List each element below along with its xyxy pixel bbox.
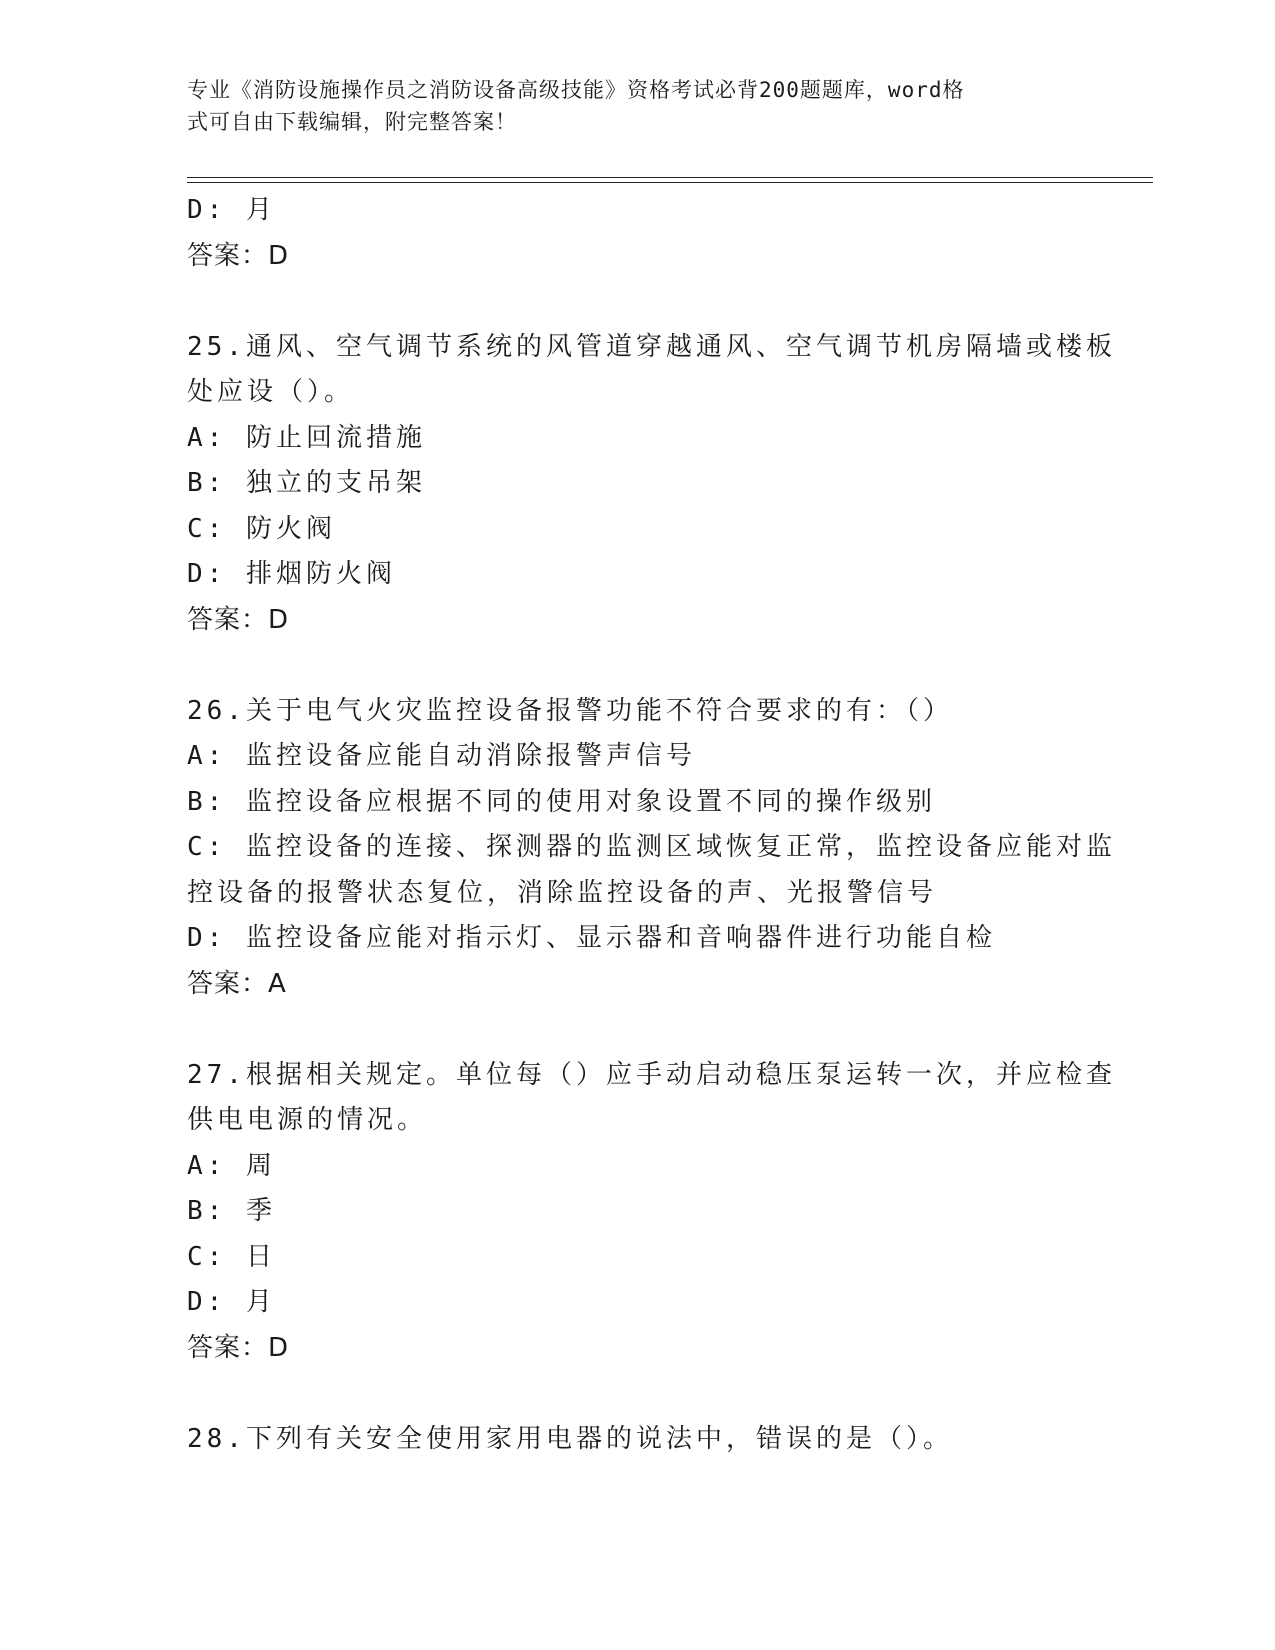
option-c: C: 监控设备的连接、探测器的监测区域恢复正常，监控设备应能对监 xyxy=(187,832,1116,862)
question-content xyxy=(187,188,1116,1462)
answer: 答案：A xyxy=(187,968,287,999)
option-d: D: 排烟防火阀 xyxy=(187,559,396,589)
header-line-1: 专业《消防设施操作员之消防设备高级技能》资格考试必背200题题库，word格 xyxy=(187,78,965,102)
option-a: A: 监控设备应能自动消除报警声信号 xyxy=(187,741,696,771)
answer: 答案：D xyxy=(187,1332,290,1363)
option-c: C: 防火阀 xyxy=(187,513,336,544)
spacer xyxy=(187,279,1087,325)
option-c: C: 日 xyxy=(187,1241,276,1272)
header-rule-bottom xyxy=(187,182,1153,183)
prev-option-d: D: 月 xyxy=(187,195,276,225)
question-25 xyxy=(187,325,1116,644)
header-line-2: 式可自由下载编辑，附完整答案！ xyxy=(187,110,517,134)
spacer xyxy=(187,643,1087,689)
prev-answer: 答案：D xyxy=(187,240,290,271)
answer: 答案：D xyxy=(187,604,290,635)
question-stem-line: 处应设（）。 xyxy=(187,377,355,407)
spacer xyxy=(187,1371,1087,1417)
question-28 xyxy=(187,1417,1087,1463)
option-d: D: 月 xyxy=(187,1287,276,1317)
option-b: B: 季 xyxy=(187,1196,276,1226)
question-stem-line: 28.下列有关安全使用家用电器的说法中，错误的是（）。 xyxy=(187,1423,953,1454)
option-a: A: 防止回流措施 xyxy=(187,422,426,453)
page-header xyxy=(187,74,1067,138)
question-stem-line: 供电电源的情况。 xyxy=(187,1105,428,1135)
question-26 xyxy=(187,689,1116,1008)
header-rule-top xyxy=(187,177,1153,178)
question-stem-line: 26.关于电气火灾监控设备报警功能不符合要求的有：（） xyxy=(187,695,953,726)
question-stem-line: 27.根据相关规定。单位每（）应手动启动稳压泵运转一次，并应检查 xyxy=(187,1059,1116,1090)
option-b: B: 独立的支吊架 xyxy=(187,468,426,498)
spacer xyxy=(187,1007,1087,1053)
question-27 xyxy=(187,1053,1116,1372)
option-b: B: 监控设备应根据不同的使用对象设置不同的操作级别 xyxy=(187,786,936,817)
option-a: A: 周 xyxy=(187,1150,276,1181)
option-c-continued: 控设备的报警状态复位，消除监控设备的声、光报警信号 xyxy=(187,877,938,908)
question-stem-line: 25.通风、空气调节系统的风管道穿越通风、空气调节机房隔墙或楼板 xyxy=(187,331,1116,362)
option-d: D: 监控设备应能对指示灯、显示器和音响器件进行功能自检 xyxy=(187,923,996,953)
